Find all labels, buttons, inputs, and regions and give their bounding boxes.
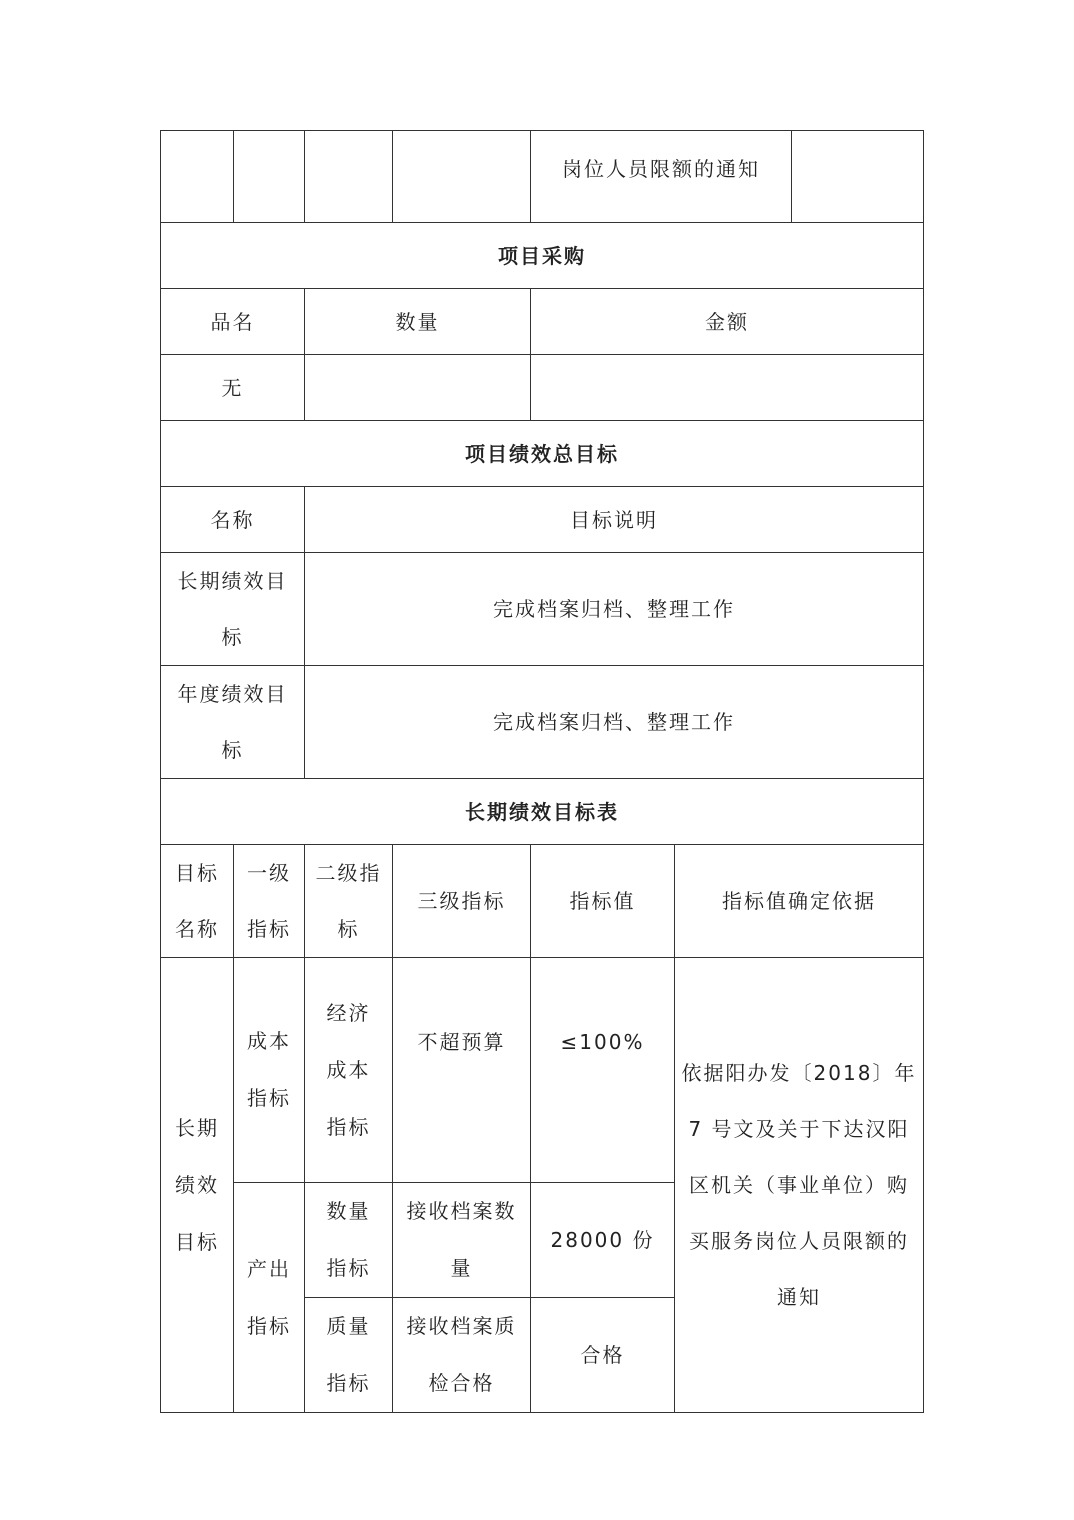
long-term-table-title: 长期绩效目标表 (161, 779, 924, 845)
table-row (161, 958, 924, 1183)
level2-cell: 经济成本指标 (305, 958, 393, 1183)
table-row (161, 131, 924, 223)
header-cell: 目标说明 (305, 487, 924, 553)
table-row (161, 666, 924, 779)
section-row (161, 779, 924, 845)
amount-cell (531, 355, 924, 421)
notice-cell: 岗位人员限额的通知 (531, 131, 792, 223)
level1-cell: 产出指标 (234, 1183, 305, 1413)
value-cell: ≤100% (531, 958, 675, 1183)
empty-cell (161, 131, 234, 223)
empty-cell (393, 131, 531, 223)
item-name-cell: 无 (161, 355, 305, 421)
header-cell: 名称 (161, 487, 305, 553)
section-row (161, 421, 924, 487)
goal-name-cell: 长期绩效目标 (161, 553, 305, 666)
table-row (161, 553, 924, 666)
header-cell: 金额 (531, 289, 924, 355)
level3-cell: 接收档案数量 (393, 1183, 531, 1298)
header-cell: 一级指标 (234, 845, 305, 958)
level2-cell: 数量指标 (305, 1183, 393, 1298)
table-row (161, 487, 924, 553)
table-row (161, 289, 924, 355)
goal-desc-cell: 完成档案归档、整理工作 (305, 553, 924, 666)
empty-cell (234, 131, 305, 223)
value-cell: 合格 (531, 1298, 675, 1413)
empty-cell (305, 131, 393, 223)
header-cell: 二级指标 (305, 845, 393, 958)
header-cell: 目标名称 (161, 845, 234, 958)
basis-cell: 依据阳办发〔2018〕年 7 号文及关于下达汉阳区机关（事业单位）购买服务岗位人员限额的通知 (675, 958, 924, 1413)
procurement-title: 项目采购 (161, 223, 924, 289)
quantity-cell (305, 355, 531, 421)
overall-goal-title: 项目绩效总目标 (161, 421, 924, 487)
level3-cell: 不超预算 (393, 958, 531, 1183)
goal-name-cell: 年度绩效目标 (161, 666, 305, 779)
level2-cell: 质量指标 (305, 1298, 393, 1413)
budget-table (160, 130, 924, 1413)
level1-cell: 成本指标 (234, 958, 305, 1183)
goal-desc-cell: 完成档案归档、整理工作 (305, 666, 924, 779)
table-row (161, 845, 924, 958)
header-cell: 指标值确定依据 (675, 845, 924, 958)
empty-cell (792, 131, 924, 223)
section-row (161, 223, 924, 289)
header-cell: 三级指标 (393, 845, 531, 958)
level3-cell: 接收档案质检合格 (393, 1298, 531, 1413)
header-cell: 数量 (305, 289, 531, 355)
header-cell: 品名 (161, 289, 305, 355)
table-row (161, 355, 924, 421)
goal-name-cell: 长期绩效目标 (161, 958, 234, 1413)
header-cell: 指标值 (531, 845, 675, 958)
value-cell: 28000 份 (531, 1183, 675, 1298)
